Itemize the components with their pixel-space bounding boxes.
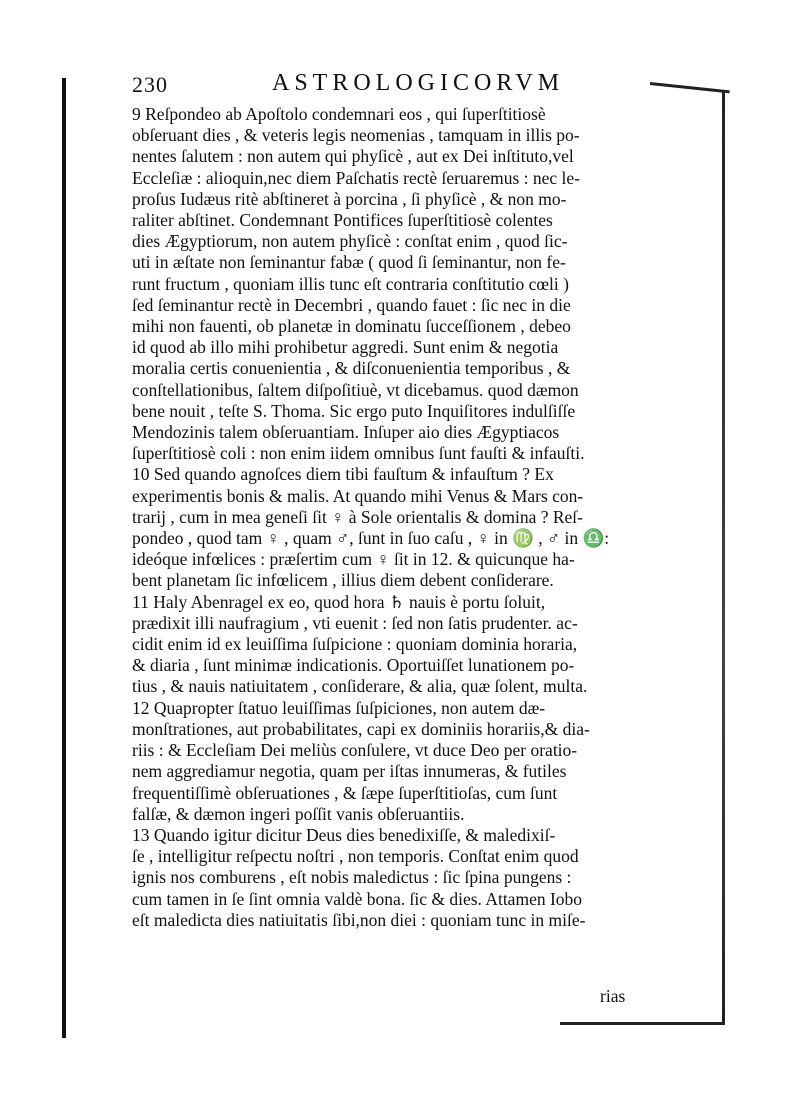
text-line: proſus Iudæus ritè abſtineret à porcina , ſi phyſicè , & non mo- [132,188,567,209]
page-number: 230 [132,72,168,97]
catchword: rias [600,986,626,1006]
text-line: uti in æſtate non ſeminantur fabæ ( quod ſi ſeminantur, non fe- [132,252,566,273]
text-line: & diaria , ſunt minimæ indicationis. Oportuiſſet lunationem po- [132,655,575,676]
page-edge-right [722,92,725,1022]
page-header [132,72,692,102]
text-line: id quod ab illo mihi prohibetur aggredi. Sunt enim & negotia [132,337,559,358]
text-line: prædixit illi naufragium , vti euenit : ſed non ſatis prudenter. ac- [132,612,578,633]
text-line: 13 Quando igitur dicitur Deus dies benedixiſſe, & maledixiſ- [132,824,556,845]
text-line: nentes ſalutem : non autem qui phyſicè , aut ex Dei inſtituto,vel [132,146,574,167]
text-line: Mendozinis talem obſeruantiam. Inſuper aio dies Ægyptiacos [132,422,560,443]
text-line: trarij , cum in mea geneſi ſit ♀ à Sole orientalis & domina ? Reſ- [132,506,583,527]
text-line: mihi non fauenti, ob planetæ in dominatu ſucceſſionem , debeo [132,316,571,337]
text-line: experimentis bonis & malis. At quando mihi Venus & Mars con- [132,485,584,506]
text-line: runt fructum , quoniam illis tunc eſt contraria conſtitutio cœli ) [132,273,569,294]
text-line: bent planetam ſic infœlicem , illius diem debent conſiderare. [132,570,554,591]
body-text [132,104,680,931]
text-line: obſeruant dies , & veteris legis neomenias , tamquam in illis po- [132,125,580,146]
text-line: pondeo , quod tam ♀ , quam ♂, ſunt in ſuo caſu , ♀ in ♍ , ♂ in ♎: [132,528,610,549]
text-line: falſæ, & dæmon ingeri poſſit vanis obſeruantiis. [132,803,465,824]
text-line: tius , & nauis natiuitatem , conſiderare, & alia, quæ ſolent, multa. [132,676,588,697]
text-line: ſuperſtitiosè coli : non enim iidem omnibus ſunt fauſti & infauſti. [132,443,585,464]
text-line: ideóque infœlices : præſertim cum ♀ ſit in 12. & quicunque ha- [132,549,575,570]
text-line: dies Ægyptiorum, non autem phyſicè : conſtat enim , quod ſic- [132,231,568,252]
page-edge-bottom [560,1022,725,1025]
text-line: ſed ſeminantur rectè in Decembri , quando fauet : ſic nec in die [132,294,571,315]
binding-gutter-line [62,78,66,1038]
text-line: cidit enim id ex leuiſſima ſuſpicione : quoniam dominia horaria, [132,634,578,655]
text-line: moralia certis conuenientia , & diſconuenientia temporibus , & [132,358,571,379]
text-line: ignis nos comburens , eſt nobis maledictus : ſic ſpina pungens : [132,867,572,888]
text-line: monſtrationes, aut probabilitates, capi ex dominiis horariis,& dia- [132,718,590,739]
text-line: conſtellationibus, ſaltem diſpoſitiuè, vt dicebamus. quod dæmon [132,379,579,400]
text-line: 10 Sed quando agnoſces diem tibi fauſtum & infauſtum ? Ex [132,464,554,485]
text-line: cum tamen in ſe ſint omnia valdè bona. ſic & dies. Attamen Iobo [132,888,583,909]
text-line: eſt maledicta dies natiuitatis ſibi,non diei : quoniam tunc in miſe- [132,909,586,930]
text-line: nem aggrediamur negotia, quam per iſtas innumeras, & futiles [132,761,567,782]
running-title: ASTROLOGICORVM [272,70,565,96]
text-line: raliter abſtinet. Condemnant Pontifices ſuperſtitiosè colentes [132,210,553,231]
text-line: frequentiſſimè obſeruationes , & ſæpe ſuperſtitioſas, cum ſunt [132,782,558,803]
text-line: ſe , intelligitur reſpectu noſtri , non temporis. Conſtat enim quod [132,846,579,867]
text-line: bene nouit , teſte S. Thoma. Sic ergo puto Inquiſitores indulſiſſe [132,400,576,421]
text-line: Eccleſiæ : alioquin,nec diem Paſchatis rectè ſeruaremus : nec le- [132,167,581,188]
text-line: riis : & Eccleſiam Dei meliùs conſulere, vt duce Deo per oratio- [132,740,578,761]
text-line: 9 Reſpondeo ab Apoſtolo condemnari eos , qui ſuperſtitiosè [132,104,546,124]
text-line: 12 Quapropter ſtatuo leuiſſimas ſuſpiciones, non autem dæ- [132,697,546,718]
text-line: 11 Haly Abenragel ex eo, quod hora ♄ nauis è portu ſoluit, [132,591,546,612]
